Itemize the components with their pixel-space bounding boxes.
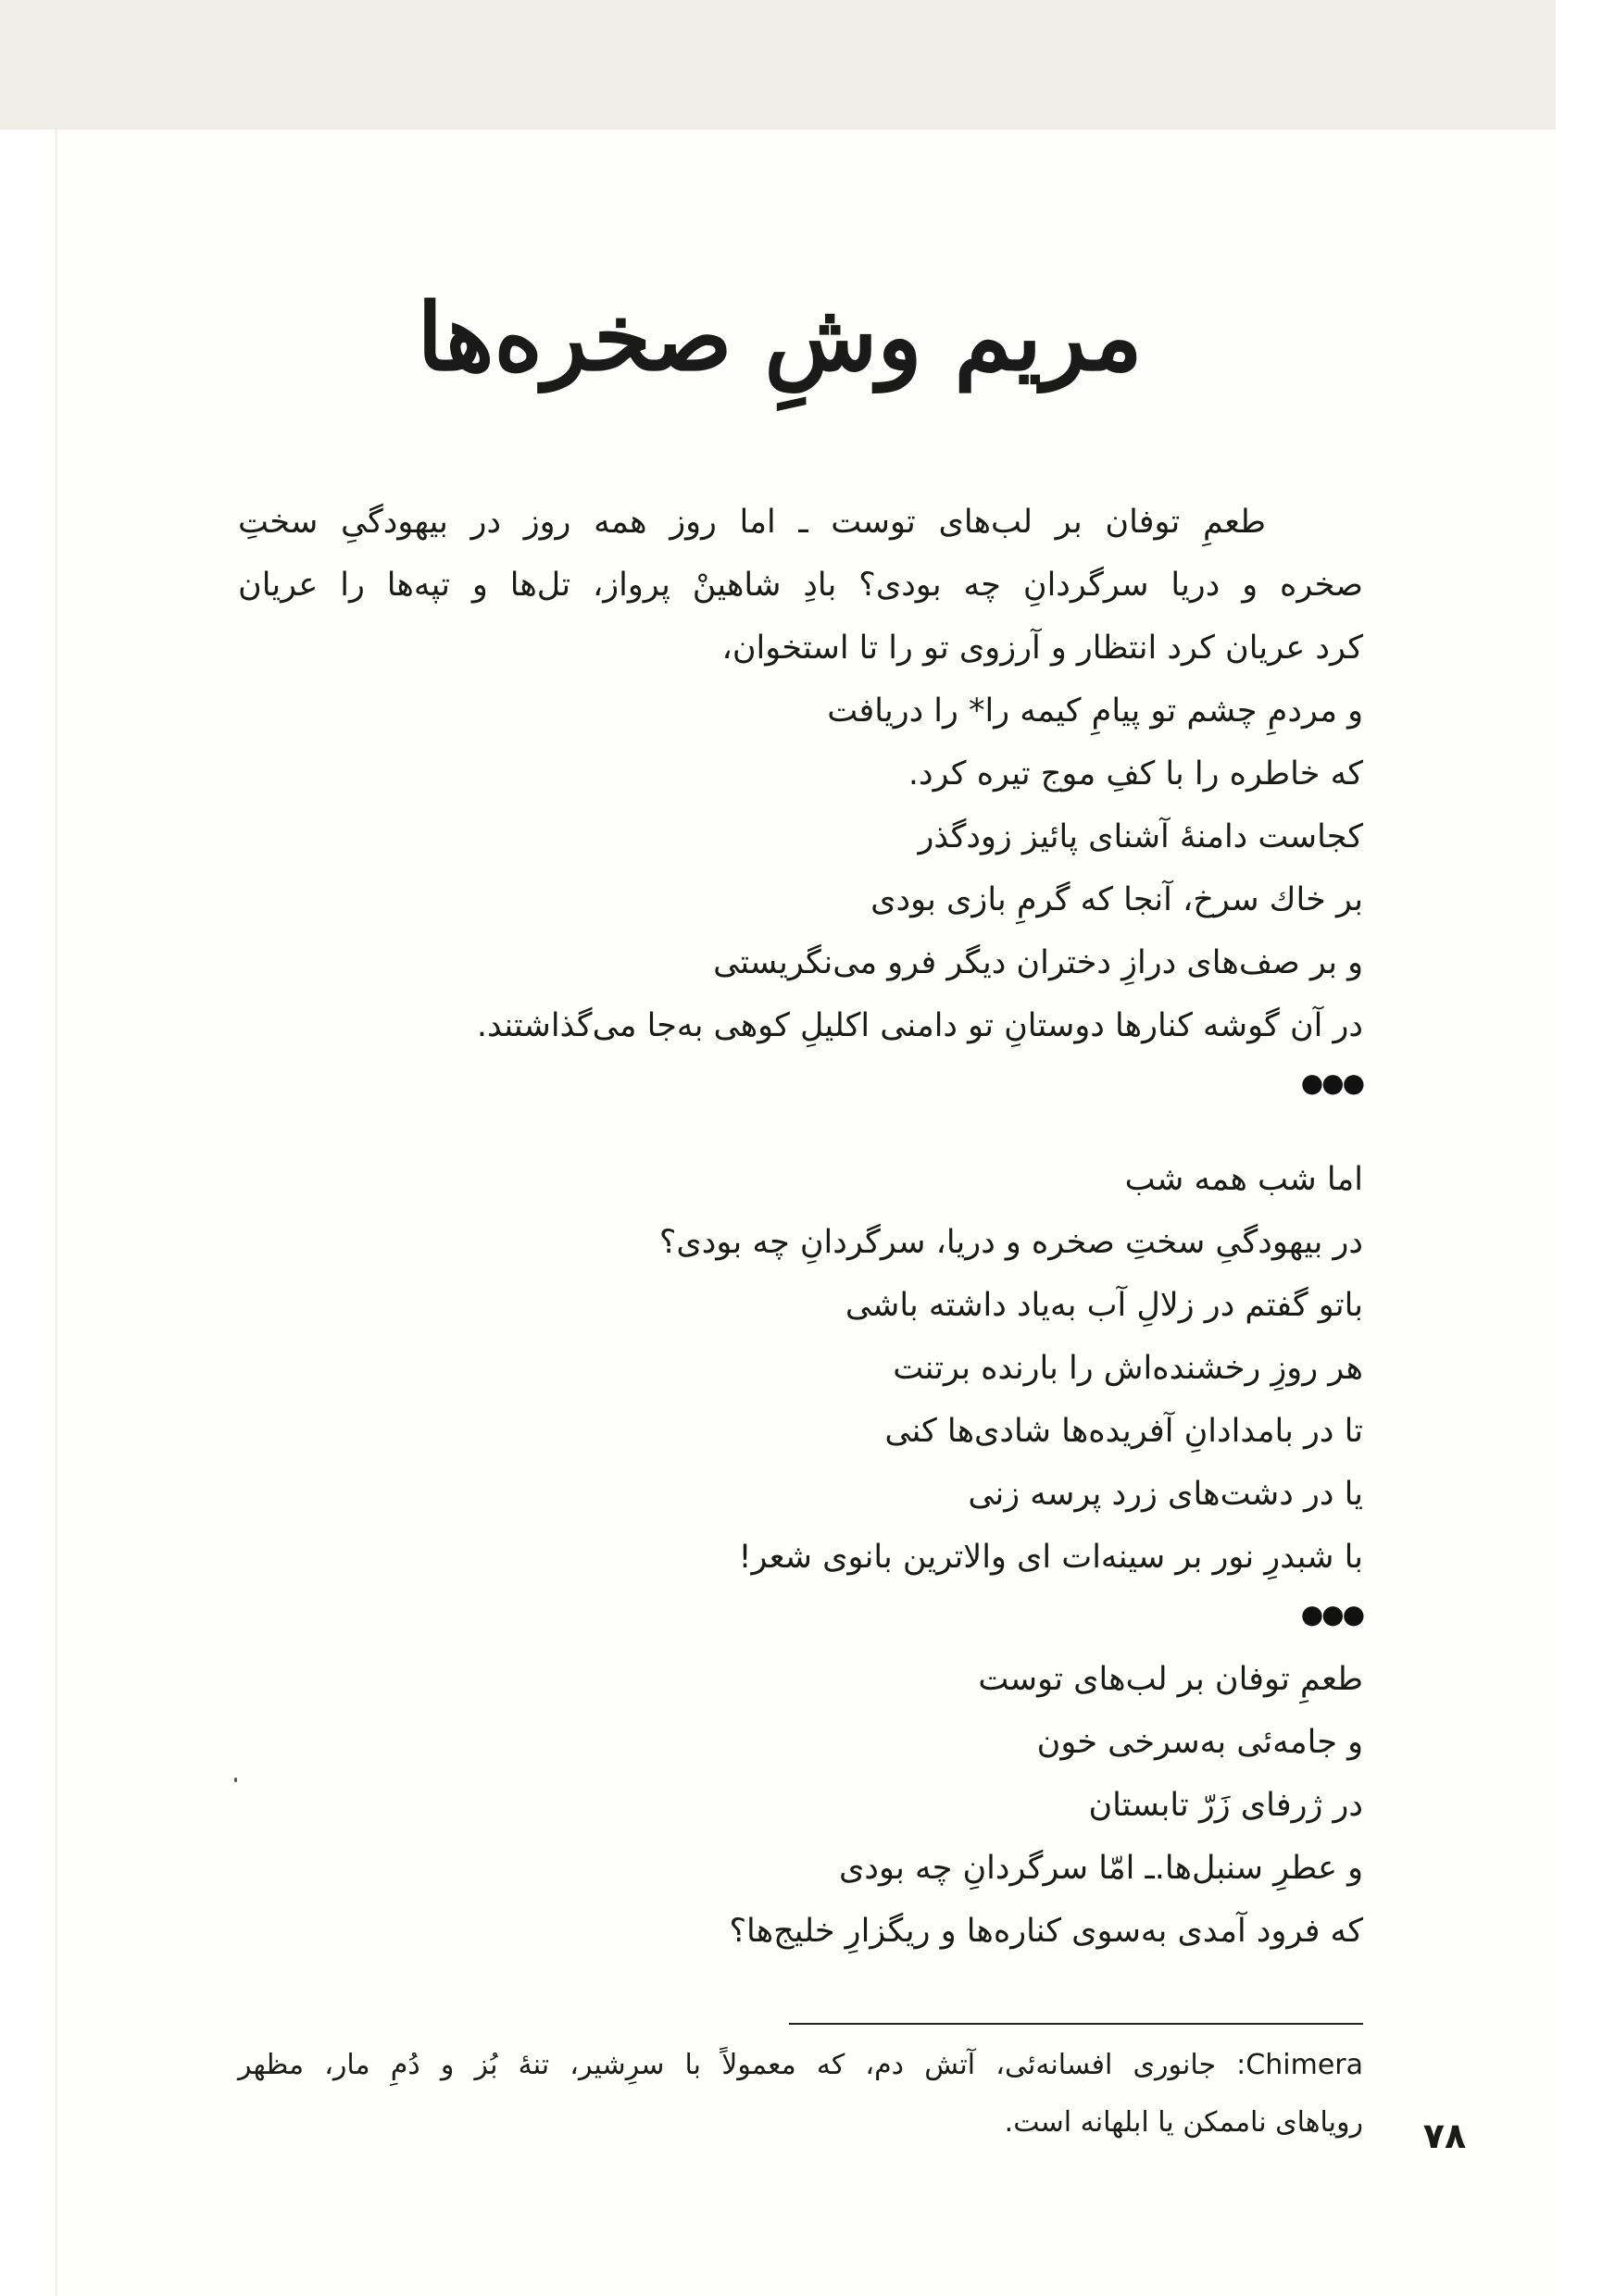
stanza-3-line: که فرود آمدی به‌سوی کناره‌ها و ریگزارِ خلیج‌ها؟	[729, 1913, 1363, 1950]
stanza-2-line: باتو گفتم در زلالِ آب به‌یاد داشته باشی	[845, 1287, 1363, 1324]
stanza-separator: ●●●	[1300, 1067, 1363, 1098]
footnote-line: Chimera: جانوری افسانه‌ئی، آتش دم، که معمولاً با سرِشیر، تنهٔ بُز و دُمِ مار، مظهر	[238, 2049, 1363, 2081]
footnote-rule	[789, 2023, 1363, 2025]
stanza-3-line: طعمِ توفان بر لب‌های توست	[978, 1661, 1363, 1698]
print-speck	[234, 1778, 237, 1782]
stanza-2-line: هر روزِ رخشنده‌اش را بارنده برتنت	[893, 1350, 1363, 1387]
stanza-2-line: با شبدرِ نور بر سینه‌ات ای والاترین بانوی شعر!	[738, 1539, 1363, 1576]
stanza-2	[238, 1148, 1363, 1641]
stanza-3-line: و عطرِ سنبل‌ها.ـ امّا سرگردانِ چه بودی	[839, 1850, 1363, 1887]
poem-title: مریم وشِ صخره‌ها	[417, 282, 1143, 392]
stanza-1-line: کجاست دامنهٔ آشنای پائیز زودگذر	[918, 818, 1363, 855]
page-top-shadow	[0, 0, 1556, 130]
stanza-2-line: در بیهودگیِ سختِ صخره و دریا، سرگردانِ چه بودی؟	[658, 1224, 1363, 1261]
stanza-separator: ●●●	[1300, 1599, 1363, 1629]
footnote-line: رویاهای ناممکن یا ابلهانه است.	[1004, 2106, 1363, 2139]
stanza-2-line: تا در بامدادانِ آفریده‌ها شادی‌ها کنی	[884, 1413, 1363, 1450]
stanza-2-line: اما شب همه شب	[1124, 1161, 1363, 1198]
stanza-1-line: کرد عریان کرد انتظار و آرزوی تو را تا استخوان،	[721, 630, 1363, 667]
stanza-1-line: طعمِ توفان بر لب‌های توست ـ اما روز همه روز در بیهودگیِ سختِ	[238, 504, 1266, 541]
stanza-1-line: و مردمِ چشم تو پیامِ کیمه را* را دریافت	[827, 693, 1363, 730]
stanza-1-line: بر خاك سرخ، آنجا که گرمِ بازی بودی	[870, 881, 1363, 918]
stanza-1-line: صخره و دریا سرگردانِ چه بودی؟ بادِ شاهینْ پرواز، تل‌ها و تپه‌ها را عریان	[238, 567, 1363, 604]
footnote	[238, 2037, 1363, 2152]
stanza-1-line: و بر صف‌های درازِ دختران دیگر فرو می‌نگریستی	[713, 944, 1363, 981]
stanza-3-line: و جامه‌ئی به‌سرخی خون	[1036, 1724, 1363, 1761]
stanza-3-line: در ژرفای زَرّ تابستان	[1088, 1787, 1363, 1824]
stanza-2-line: یا در دشت‌های زرد پرسه زنی	[968, 1476, 1363, 1513]
stanza-3	[238, 1648, 1363, 1963]
page-number: ۷۸	[1422, 2115, 1467, 2156]
stanza-1-line: در آن گوشه کنارها دوستانِ تو دامنی اکلیلِ کوهی به‌جا می‌گذاشتند.	[476, 1007, 1363, 1044]
stanza-1-line: که خاطره را با کفِ موج تیره کرد.	[908, 755, 1363, 792]
stanza-1	[238, 491, 1363, 1109]
